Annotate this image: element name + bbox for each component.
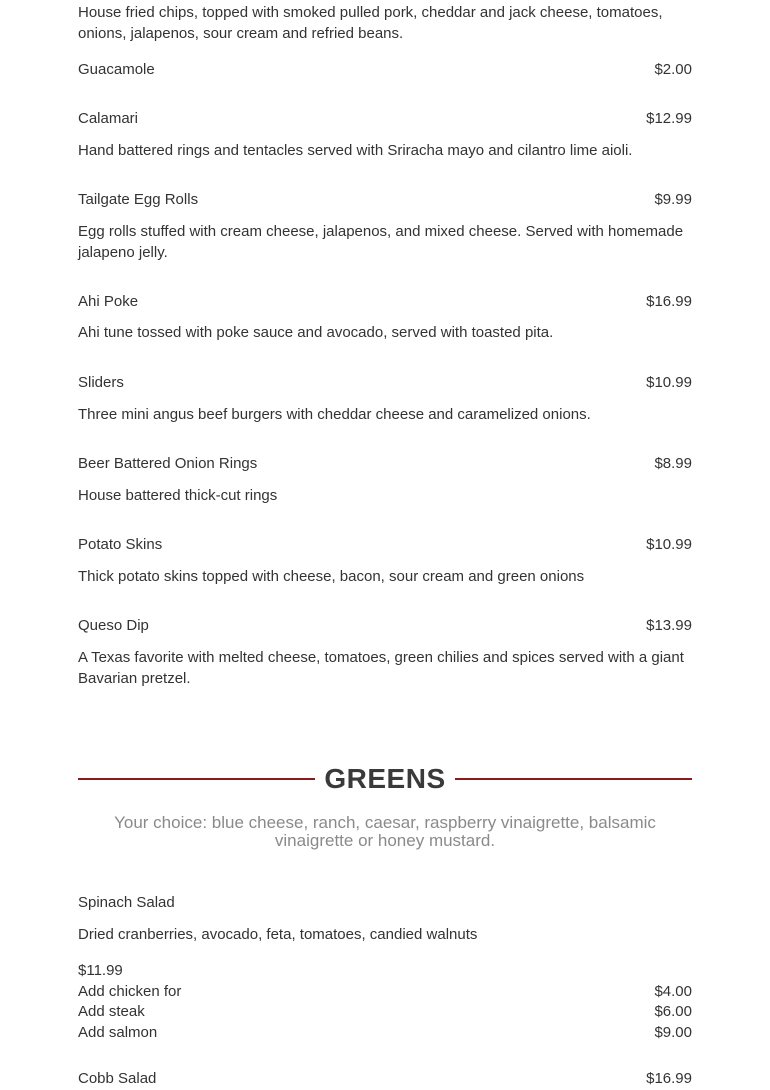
item-price: $10.99: [646, 374, 692, 391]
item-description: House battered thick-cut rings: [78, 487, 278, 504]
divider-line-right: [455, 778, 692, 780]
item-description: Dried cranberries, avocado, feta, tomatoes, candied walnuts: [78, 926, 478, 943]
addon-price: $4.00: [654, 983, 692, 1000]
addon-row: [78, 1002, 692, 1023]
item-name: Sliders: [78, 374, 124, 391]
dressing-note: Your choice: blue cheese, ranch, caesar, raspberry vinaigrette, balsamic vinaigrette or honey mustard.: [114, 813, 656, 850]
menu-item-calamari: [78, 109, 692, 130]
item-name: Beer Battered Onion Rings: [78, 455, 258, 472]
section-header-greens: [78, 762, 692, 796]
item-name: Calamari: [78, 110, 139, 127]
addon-label: Add chicken for: [78, 983, 182, 1000]
item-price: $16.99: [646, 1070, 692, 1087]
item-description: Hand battered rings and tentacles served with Sriracha mayo and cilantro lime aioli.: [78, 142, 633, 159]
item-price: $16.99: [646, 293, 692, 310]
nachos-description: House fried chips, topped with smoked pulled pork, cheddar and jack cheese, tomatoes, onions, jalapenos, sour cream and refried beans.: [78, 4, 663, 42]
menu-item-ahi-poke: [78, 292, 692, 313]
item-description: Ahi tune tossed with poke sauce and avocado, served with toasted pita.: [78, 324, 554, 341]
addon-price: $9.00: [654, 1024, 692, 1041]
item-description: Three mini angus beef burgers with cheddar cheese and caramelized onions.: [78, 406, 591, 423]
menu-item-guacamole: [78, 60, 692, 81]
item-description: A Texas favorite with melted cheese, tomatoes, green chilies and spices served with a giant Bavarian pretzel.: [78, 649, 684, 687]
divider-line-left: [78, 778, 315, 780]
addon-label: Add salmon: [78, 1024, 158, 1041]
item-price: $12.99: [646, 110, 692, 127]
item-price: $13.99: [646, 617, 692, 634]
item-price: $8.99: [654, 455, 692, 472]
menu-item-onion-rings: [78, 454, 692, 475]
item-name: Potato Skins: [78, 536, 163, 553]
item-description: Thick potato skins topped with cheese, bacon, sour cream and green onions: [78, 568, 585, 585]
addon-price: $6.00: [654, 1003, 692, 1020]
item-price: $9.99: [654, 191, 692, 208]
menu-item-cobb-salad: [78, 1069, 692, 1090]
item-name: Queso Dip: [78, 617, 149, 634]
item-name: Guacamole: [78, 61, 155, 78]
menu-item-egg-rolls: [78, 190, 692, 211]
item-name: Spinach Salad: [78, 894, 175, 911]
menu-item-potato-skins: [78, 535, 692, 556]
item-name: Cobb Salad: [78, 1070, 157, 1087]
item-price: $11.99: [78, 962, 123, 979]
item-price: $10.99: [646, 536, 692, 553]
menu-item-queso-dip: [78, 616, 692, 637]
addon-row: [78, 1023, 692, 1044]
item-name: Tailgate Egg Rolls: [78, 191, 199, 208]
menu-item-spinach-salad: [78, 893, 692, 914]
addon-row: [78, 982, 692, 1003]
item-description: Egg rolls stuffed with cream cheese, jalapenos, and mixed cheese. Served with homemade jalapeno jelly.: [78, 223, 684, 261]
addon-label: Add steak: [78, 1003, 145, 1020]
menu-item-sliders: [78, 373, 692, 394]
section-title: GREENS: [324, 763, 446, 794]
item-name: Ahi Poke: [78, 293, 139, 310]
item-price: $2.00: [654, 61, 692, 78]
